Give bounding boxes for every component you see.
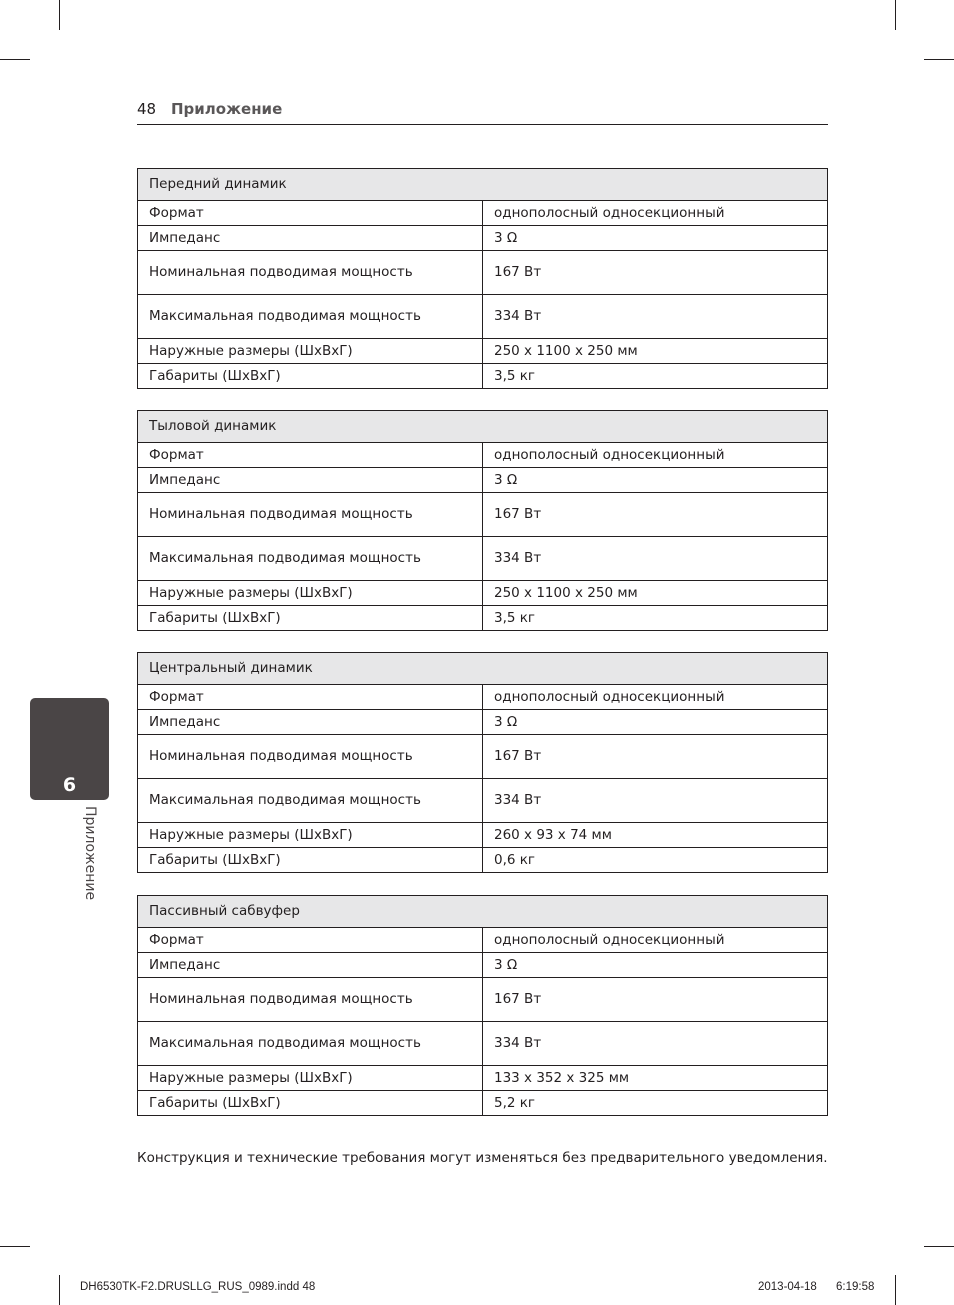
row-label: Импеданс: [138, 710, 483, 735]
crop-mark: [895, 1275, 896, 1305]
spec-table-rear-speaker: [137, 410, 828, 631]
row-label: Габариты (ШхВхГ): [138, 1091, 483, 1116]
row-label: Максимальная подводимая мощность: [138, 1022, 483, 1066]
row-label: Номинальная подводимая мощность: [138, 251, 483, 295]
row-value: 334 Вт: [483, 1022, 828, 1066]
row-label: Номинальная подводимая мощность: [138, 735, 483, 779]
row-label: Формат: [138, 928, 483, 953]
row-value: однополосный односекционный: [483, 443, 828, 468]
table-title: Передний динамик: [138, 169, 828, 201]
table-title: Центральный динамик: [138, 653, 828, 685]
row-value: 5,2 кг: [483, 1091, 828, 1116]
row-value: 260 x 93 x 74 мм: [483, 823, 828, 848]
crop-mark: [0, 59, 30, 60]
row-label: Габариты (ШхВхГ): [138, 848, 483, 873]
row-value: 167 Вт: [483, 978, 828, 1022]
table-title: Тыловой динамик: [138, 411, 828, 443]
row-value: 334 Вт: [483, 537, 828, 581]
row-value: однополосный односекционный: [483, 201, 828, 226]
row-label: Формат: [138, 685, 483, 710]
row-label: Номинальная подводимая мощность: [138, 493, 483, 537]
row-label: Максимальная подводимая мощность: [138, 537, 483, 581]
crop-mark: [59, 1275, 60, 1305]
spec-table-passive-subwoofer: [137, 895, 828, 1116]
row-value: 167 Вт: [483, 735, 828, 779]
crop-mark: [895, 0, 896, 30]
row-value: 3 Ω: [483, 953, 828, 978]
table-title: Пассивный сабвуфер: [138, 896, 828, 928]
row-label: Импеданс: [138, 953, 483, 978]
crop-mark: [59, 0, 60, 30]
row-value: однополосный односекционный: [483, 685, 828, 710]
crop-mark: [0, 1246, 30, 1247]
spec-table-center-speaker: [137, 652, 828, 873]
footer-file: DH6530TK-F2.DRUSLLG_RUS_0989.indd 48: [80, 1281, 316, 1293]
row-value: 133 x 352 x 325 мм: [483, 1066, 828, 1091]
row-label: Импеданс: [138, 226, 483, 251]
row-label: Максимальная подводимая мощность: [138, 779, 483, 823]
row-value: 250 x 1100 x 250 мм: [483, 339, 828, 364]
footer-date: 2013-04-18: [758, 1281, 817, 1293]
row-value: 250 x 1100 x 250 мм: [483, 581, 828, 606]
row-value: 0,6 кг: [483, 848, 828, 873]
row-label: Формат: [138, 443, 483, 468]
crop-mark: [924, 59, 954, 60]
row-value: 3 Ω: [483, 710, 828, 735]
footer-time: 6:19:58: [836, 1281, 875, 1293]
chapter-label: Приложение: [82, 806, 98, 901]
row-label: Наружные размеры (ШхВхГ): [138, 581, 483, 606]
page-header: [137, 98, 828, 125]
section-title: Приложение: [171, 100, 283, 118]
chapter-number: 6: [62, 774, 77, 796]
row-label: Наружные размеры (ШхВхГ): [138, 823, 483, 848]
row-value: 3,5 кг: [483, 606, 828, 631]
crop-mark: [924, 1246, 954, 1247]
chapter-tab: [30, 698, 109, 800]
row-label: Наружные размеры (ШхВхГ): [138, 1066, 483, 1091]
row-value: 167 Вт: [483, 493, 828, 537]
row-value: 167 Вт: [483, 251, 828, 295]
row-value: 334 Вт: [483, 295, 828, 339]
row-value: 3 Ω: [483, 468, 828, 493]
row-label: Импеданс: [138, 468, 483, 493]
row-label: Габариты (ШхВхГ): [138, 364, 483, 389]
row-value: 334 Вт: [483, 779, 828, 823]
row-label: Номинальная подводимая мощность: [138, 978, 483, 1022]
row-label: Габариты (ШхВхГ): [138, 606, 483, 631]
spec-table-front-speaker: [137, 168, 828, 389]
row-label: Формат: [138, 201, 483, 226]
page-number: 48: [137, 100, 157, 118]
row-label: Наружные размеры (ШхВхГ): [138, 339, 483, 364]
row-label: Максимальная подводимая мощность: [138, 295, 483, 339]
row-value: однополосный односекционный: [483, 928, 828, 953]
row-value: 3 Ω: [483, 226, 828, 251]
disclaimer-note: Конструкция и технические требования могут изменяться без предварительного уведомления.: [137, 1150, 828, 1166]
row-value: 3,5 кг: [483, 364, 828, 389]
